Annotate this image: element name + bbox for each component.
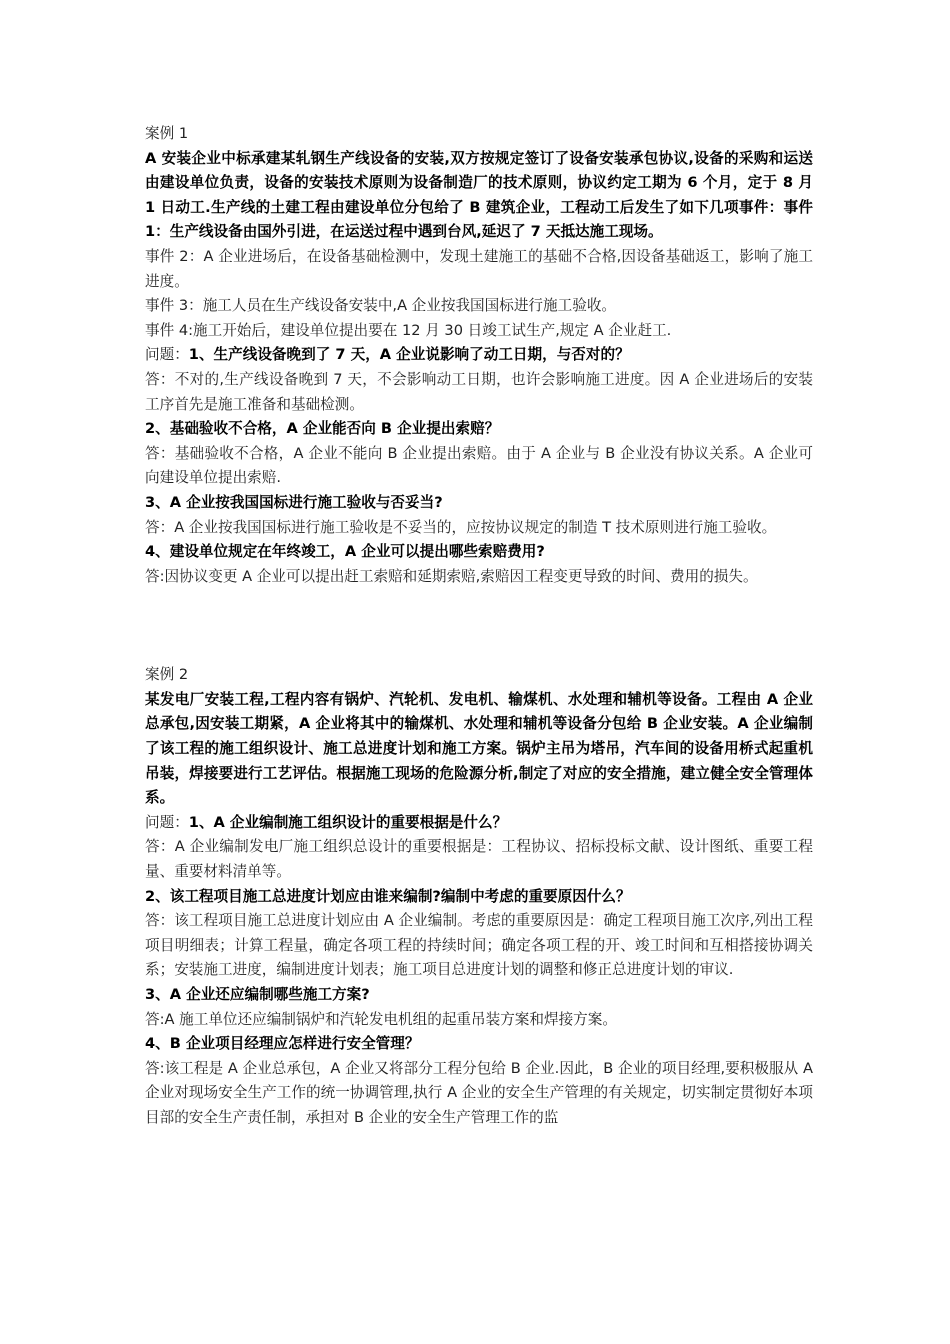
case2-answer3: 答:A 施工单位还应编制锅炉和汽轮发电机组的起重吊装方案和焊接方案。 — [145, 1010, 617, 1028]
case1-title: 案例 1 — [145, 125, 189, 142]
case2-question4: 4、B 企业项目经理应怎样进行安全管理？ — [145, 1035, 420, 1053]
case1-answer2: 答：基础验收不合格，A 企业不能向 B 企业提出索赔。由于 A 企业与 B 企业没有协议关系。A 企业可向建设单位提出索赔. — [145, 444, 813, 487]
case2-question1 — [145, 811, 813, 836]
question-prefix: 问题： — [145, 346, 189, 364]
case2-question3: 3、A 企业还应编制哪些施工方案? — [145, 986, 370, 1003]
case1-question2: 2、基础验收不合格，A 企业能否向 B 企业提出索赔？ — [145, 420, 500, 438]
case2-answer2: 答：该工程项目施工总进度计划应由 A 企业编制。考虑的重要原因是：确定工程项目施工次序,列出工程项目明细表；计算工程量，确定各项工程的持续时间；确定各项工程的开、竣工时间和互相搭接协调关系；安装施工进度，编制进度计划表；施工项目总进度计划的调整和修正总进度计划的审议. — [145, 912, 813, 979]
case1-event2: 事件 2：A 企业进场后，在设备基础检测中，发现土建施工的基础不合格,因设备基础返工，影响了施工进度。 — [145, 247, 813, 290]
question-text: 1、生产线设备晚到了 7 天，A 企业说影响了动工日期，与否对的？ — [188, 346, 630, 364]
case2-intro: 某发电厂安装工程,工程内容有锅炉、汽轮机、发电机、输煤机、水处理和辅机等设备。工程由 A 企业总承包,因安装工期紧，A 企业将其中的输煤机、水处理和辅机等设备分包给 B 企业安装。A 企业编制了该工程的施工组织设计、施工总进度计划和施工方案。锅炉主吊为塔吊，汽车间的设备用桥式起重机吊装，焊接要进行工艺评估。根据施工现场的危险源分析,制定了对应的安全措施，建立健全安全管理体系。 — [145, 690, 813, 807]
case1-question1 — [145, 343, 813, 368]
question-text: 1、A 企业编制施工组织设计的重要根据是什么？ — [188, 813, 508, 831]
case1-answer1: 答：不对的,生产线设备晚到 7 天，不会影响动工日期，也许会影响施工进度。因 A 企业进场后的安装工序首先是施工准备和基础检测。 — [145, 370, 813, 413]
case1-answer3: 答：A 企业按我国国标进行施工验收是不妥当的，应按协议规定的制造 T 技术原则进行施工验收。 — [145, 518, 777, 536]
question-prefix: 问题： — [145, 813, 189, 831]
case1-intro: A 安装企业中标承建某轧钢生产线设备的安装,双方按规定签订了设备安装承包协议,设备的采购和运送由建设单位负责，设备的安装技术原则为设备制造厂的技术原则，协议约定工期为 6 个月，定于 8 月 1 日动工.生产线的土建工程由建设单位分包给了 B 建筑企业，工程动工后发生了如下几项事件：事件 1：生产线设备由国外引进，在运送过程中遇到台风,延迟了 7 天抵达施工现场。 — [145, 149, 813, 241]
case2-question2: 2、该工程项目施工总进度计划应由谁来编制?编制中考虑的重要原因什么？ — [145, 887, 631, 905]
case2-title: 案例 2 — [145, 666, 189, 684]
case2-answer1: 答：A 企业编制发电厂施工组织总设计的重要根据是：工程协议、招标投标文献、设计图纸、重要工程量、重要材料清单等。 — [145, 838, 813, 881]
case1-question4: 4、建设单位规定在年终竣工，A 企业可以提出哪些索赔费用? — [145, 543, 545, 561]
section-spacer — [145, 589, 813, 663]
case1-answer4: 答:因协议变更 A 企业可以提出赶工索赔和延期索赔,索赔因工程变更导致的时间、费用的损失。 — [145, 567, 758, 585]
case2-answer4: 答:该工程是 A 企业总承包，A 企业又将部分工程分包给 B 企业.因此，B 企业的项目经理,要积极服从 A 企业对现场安全生产工作的统一协调管理,执行 A 企业的安全生产管理的有关规定，切实制定贯彻好本项目部的安全生产责任制，承担对 B 企业的安全生产管理工作的监 — [145, 1059, 813, 1126]
case1-event3: 事件 3：施工人员在生产线设备安装中,A 企业按我国国标进行施工验收。 — [145, 297, 617, 315]
case1-event4: 事件 4:施工开始后，建设单位提出要在 12 月 30 日竣工试生产,规定 A 企业赶工. — [145, 321, 672, 339]
document-page — [145, 122, 813, 1131]
case1-question3: 3、A 企业按我国国标进行施工验收与否妥当? — [145, 493, 443, 511]
